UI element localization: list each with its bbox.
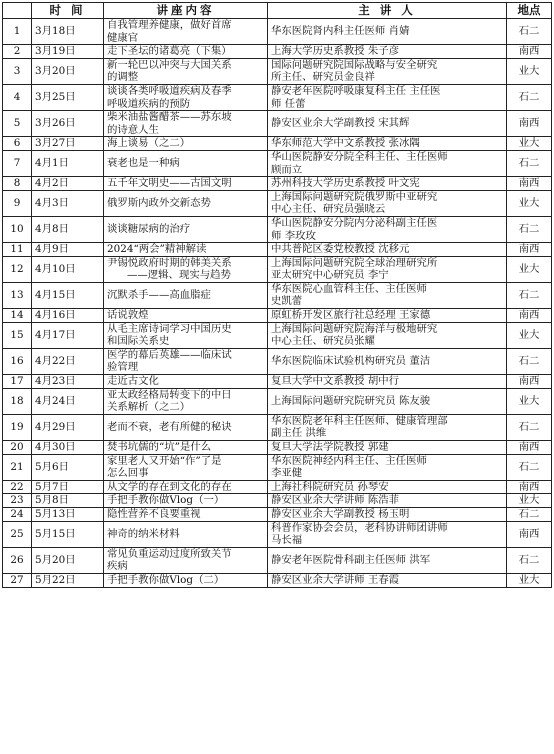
lecture-topic (104, 111, 268, 137)
lecture-place: 石二 (507, 150, 552, 176)
topic-line: 的调整 (107, 71, 139, 84)
row-number: 7 (3, 150, 32, 176)
topic-line: 柴米油盐酱醋茶——苏东坡 (107, 111, 232, 124)
lecture-place: 业大 (507, 322, 552, 348)
lecture-speaker (268, 507, 507, 521)
topic-line: 关系解析（之二） (107, 401, 191, 414)
speaker-line: 马长福 (271, 534, 303, 547)
table-row (3, 150, 552, 176)
speaker-line: 副主任 洪维 (271, 427, 327, 440)
topic-line: 医学的幕后英雄——临床试 (107, 348, 232, 361)
speaker-line: 华东医院心血管科主任、主任医师 (271, 282, 427, 295)
schedule-rows (3, 19, 552, 588)
topic-line: 隐性营养不良要重视 (107, 507, 201, 520)
lecture-place: 石二 (507, 282, 552, 308)
table-row (3, 547, 552, 573)
row-number: 10 (3, 216, 32, 242)
topic-line: 谈谈各类呼吸道疾病及春季 (107, 84, 232, 97)
speaker-line: 静安区业余大学副教授 宋其辉 (271, 117, 410, 130)
topic-line: 焚书坑儒的“坑”是什么 (107, 441, 212, 453)
lecture-date: 3月26日 (32, 111, 104, 137)
row-number: 8 (3, 177, 32, 191)
speaker-line: 科普作家协会会员，老科协讲师团讲师 (271, 521, 448, 534)
lecture-speaker (268, 282, 507, 308)
speaker-line: 静安区业余大学讲师 王春霞 (271, 573, 399, 586)
lecture-speaker (268, 441, 507, 455)
speaker-line: 静安区业余大学副教授 杨玉明 (271, 507, 410, 520)
topic-line: 呼吸道疾病的预防 (107, 97, 191, 110)
lecture-speaker (268, 375, 507, 389)
row-number: 19 (3, 414, 32, 440)
lecture-speaker (268, 111, 507, 137)
topic-line: 话说敦煌 (107, 309, 149, 322)
lecture-speaker (268, 45, 507, 59)
topic-line: 五千年文明史——古国文明 (107, 177, 232, 190)
topic-line: 谈谈糖尿病的治疗 (107, 223, 191, 236)
lecture-speaker (268, 19, 507, 45)
lecture-date: 5月13日 (32, 507, 104, 521)
row-number: 24 (3, 507, 32, 521)
lecture-date: 3月20日 (32, 58, 104, 84)
row-number: 21 (3, 454, 32, 480)
table-row (3, 256, 552, 282)
lecture-place: 石二 (507, 19, 552, 45)
topic-line: 从毛主席诗词学习中国历史 (107, 322, 232, 335)
table-header-row (3, 3, 552, 19)
speaker-line: 复旦大学中文系教授 胡中行 (271, 375, 399, 388)
lecture-topic (104, 282, 268, 308)
lecture-topic (104, 454, 268, 480)
speaker-line: 华东师范大学中文系教授 张冰隅 (271, 137, 420, 150)
table-row (3, 494, 552, 508)
lecture-topic (104, 441, 268, 455)
table-row (3, 480, 552, 494)
row-number: 15 (3, 322, 32, 348)
table-row (3, 309, 552, 323)
lecture-topic (104, 547, 268, 573)
row-number: 5 (3, 111, 32, 137)
speaker-line: 上海国际问题研究院全球治理研究所 (271, 256, 438, 269)
lecture-place: 业大 (507, 256, 552, 282)
row-number: 3 (3, 58, 32, 84)
topic-line: 2024“两会”精神解读 (107, 243, 207, 256)
topic-line: 验管理 (107, 361, 139, 374)
lecture-speaker (268, 573, 507, 587)
topic-line: 疾病 (107, 560, 128, 573)
table-row (3, 414, 552, 440)
speaker-line: 华东医院临床试验机构研究员 董洁 (271, 355, 431, 368)
speaker-line: 上海国际问题研究院海洋与极地研究 (271, 322, 438, 335)
lecture-place: 业大 (507, 388, 552, 414)
lecture-speaker (268, 521, 507, 547)
table-row (3, 19, 552, 45)
speaker-line: 上海社科院研究员 孙琴安 (271, 480, 389, 493)
lecture-topic (104, 348, 268, 374)
row-number: 11 (3, 243, 32, 257)
speaker-line: 复旦大学法学院教授 郭建 (271, 441, 389, 453)
lecture-date: 4月3日 (32, 190, 104, 216)
topic-line: 老而不衰，老有所健的秘诀 (107, 421, 232, 434)
speaker-line: 中心主任、研究员张耀 (271, 335, 375, 348)
row-number: 16 (3, 348, 32, 374)
lecture-date: 4月29日 (32, 414, 104, 440)
header-time: 时 间 (32, 3, 104, 19)
lecture-date: 4月9日 (32, 243, 104, 257)
speaker-line: 上海大学历史系教授 朱子彦 (271, 45, 399, 58)
row-number: 12 (3, 256, 32, 282)
table-row (3, 84, 552, 110)
speaker-line: 中共普陀区委党校教授 沈移元 (271, 243, 410, 256)
speaker-line: 华山医院静安分院全科主任、主任医师 (271, 150, 448, 163)
lecture-date: 3月25日 (32, 84, 104, 110)
speaker-line: 顾而立 (271, 163, 303, 176)
lecture-place: 南西 (507, 480, 552, 494)
lecture-topic (104, 375, 268, 389)
speaker-line: 华东医院肾内科主任医师 肖婧 (271, 25, 410, 38)
speaker-line: 师 任蕾 (271, 97, 306, 110)
lecture-place: 南西 (507, 521, 552, 547)
lecture-date: 5月22日 (32, 573, 104, 587)
speaker-line: 所主任、研究员金良祥 (271, 71, 375, 84)
topic-line: 俄罗斯内政外交新态势 (107, 197, 211, 210)
table-row (3, 243, 552, 257)
lecture-speaker (268, 388, 507, 414)
speaker-line: 华山医院静安分院内分泌科副主任医 (271, 216, 438, 229)
lecture-date: 4月23日 (32, 375, 104, 389)
lecture-topic (104, 480, 268, 494)
lecture-topic (104, 414, 268, 440)
topic-line: 沉默杀手——高血脂症 (107, 289, 211, 302)
lecture-date: 4月1日 (32, 150, 104, 176)
speaker-line: 苏州科技大学历史系教授 叶文宪 (271, 177, 420, 190)
speaker-line: 史凯蕾 (271, 295, 303, 308)
lecture-date: 5月8日 (32, 494, 104, 508)
row-number: 4 (3, 84, 32, 110)
lecture-topic (104, 216, 268, 242)
topic-line: 手把手教你做Vlog（二） (107, 573, 225, 586)
lecture-date: 5月20日 (32, 547, 104, 573)
table-row (3, 521, 552, 547)
speaker-line: 原虹桥开发区旅行社总经理 王家德 (271, 309, 431, 322)
topic-line: 家里老人又开始“作”了是 (107, 454, 222, 467)
header-place: 地点 (507, 3, 552, 19)
table-row (3, 348, 552, 374)
table-row (3, 216, 552, 242)
lecture-place: 南西 (507, 375, 552, 389)
lecture-date: 4月16日 (32, 309, 104, 323)
lecture-date: 4月8日 (32, 216, 104, 242)
topic-line: 健康官 (107, 31, 139, 44)
lecture-place: 南西 (507, 441, 552, 455)
lecture-place: 业大 (507, 58, 552, 84)
lecture-topic (104, 137, 268, 151)
topic-line: 的诗意人生 (107, 123, 159, 136)
table-row (3, 177, 552, 191)
lecture-place: 石二 (507, 507, 552, 521)
lecture-date: 3月19日 (32, 45, 104, 59)
row-number: 6 (3, 137, 32, 151)
lecture-schedule-table (2, 2, 552, 588)
header-speaker: 主 讲 人 (268, 3, 507, 19)
lecture-speaker (268, 480, 507, 494)
lecture-place: 南西 (507, 309, 552, 323)
topic-line: 手把手教你做Vlog（一） (107, 494, 225, 507)
topic-line: 新一轮巴以冲突与大国关系 (107, 58, 232, 71)
row-number: 2 (3, 45, 32, 59)
lecture-place: 业大 (507, 190, 552, 216)
topic-line: 亚太政经格局转变下的中日 (107, 388, 232, 401)
table-row (3, 375, 552, 389)
lecture-speaker (268, 190, 507, 216)
lecture-date: 5月6日 (32, 454, 104, 480)
lecture-speaker (268, 494, 507, 508)
lecture-date: 4月17日 (32, 322, 104, 348)
lecture-speaker (268, 256, 507, 282)
lecture-date: 4月10日 (32, 256, 104, 282)
lecture-topic (104, 84, 268, 110)
row-number: 18 (3, 388, 32, 414)
row-number: 17 (3, 375, 32, 389)
lecture-speaker (268, 150, 507, 176)
lecture-date: 3月27日 (32, 137, 104, 151)
lecture-speaker (268, 216, 507, 242)
lecture-speaker (268, 309, 507, 323)
table-row (3, 454, 552, 480)
speaker-line: 华东医院神经内科主任、主任医师 (271, 454, 427, 467)
lecture-speaker (268, 84, 507, 110)
lecture-speaker (268, 348, 507, 374)
topic-line: 衰老也是一种病 (107, 157, 180, 170)
lecture-place: 业大 (507, 573, 552, 587)
lecture-topic (104, 573, 268, 587)
lecture-speaker (268, 454, 507, 480)
speaker-line: 中心主任、研究员强晓云 (271, 203, 386, 216)
speaker-line: 静安区业余大学讲师 陈浩菲 (271, 494, 399, 507)
table-row (3, 573, 552, 587)
lecture-speaker (268, 414, 507, 440)
lecture-place: 南西 (507, 111, 552, 137)
speaker-line: 上海国际问题研究院研究员 陈友骏 (271, 394, 431, 407)
row-number: 27 (3, 573, 32, 587)
speaker-line: 师 李玫玫 (271, 229, 316, 242)
table-row (3, 190, 552, 216)
topic-line: 神奇的纳米材料 (107, 527, 180, 540)
table-row (3, 58, 552, 84)
lecture-topic (104, 322, 268, 348)
table-row (3, 45, 552, 59)
lecture-date: 4月30日 (32, 441, 104, 455)
lecture-place: 南西 (507, 177, 552, 191)
speaker-line: 上海国际问题研究院俄罗斯中亚研究 (271, 190, 438, 203)
table-row (3, 322, 552, 348)
lecture-date: 4月2日 (32, 177, 104, 191)
lecture-topic (104, 19, 268, 45)
lecture-speaker (268, 322, 507, 348)
lecture-date: 5月7日 (32, 480, 104, 494)
lecture-place: 石二 (507, 348, 552, 374)
lecture-topic (104, 58, 268, 84)
row-number: 9 (3, 190, 32, 216)
speaker-line: 亚太研究中心研究员 李宁 (271, 269, 389, 282)
topic-line: 海上谈易（之二） (107, 137, 191, 150)
lecture-place: 石二 (507, 414, 552, 440)
topic-line: 自我管理养健康，做好首席 (107, 19, 232, 31)
topic-line: ——逻辑、现实与趋势 (127, 269, 231, 282)
lecture-speaker (268, 547, 507, 573)
lecture-place: 业大 (507, 137, 552, 151)
lecture-place: 南西 (507, 45, 552, 59)
lecture-place: 石二 (507, 454, 552, 480)
lecture-place: 石二 (507, 547, 552, 573)
row-number: 25 (3, 521, 32, 547)
lecture-place: 业大 (507, 494, 552, 508)
table-row (3, 137, 552, 151)
row-number: 26 (3, 547, 32, 573)
lecture-speaker (268, 177, 507, 191)
topic-line: 从文学的存在到文化的存在 (107, 480, 232, 493)
table-row (3, 282, 552, 308)
lecture-speaker (268, 58, 507, 84)
lecture-speaker (268, 243, 507, 257)
lecture-topic (104, 494, 268, 508)
row-number: 23 (3, 494, 32, 508)
speaker-line: 李亚健 (271, 467, 303, 480)
lecture-topic (104, 507, 268, 521)
lecture-place: 石二 (507, 216, 552, 242)
lecture-speaker (268, 137, 507, 151)
lecture-topic (104, 190, 268, 216)
table-row (3, 441, 552, 455)
table-row (3, 507, 552, 521)
topic-line: 尹锡悦政府时期的韩美关系 (107, 256, 232, 269)
topic-line: 和国际关系史 (107, 335, 170, 348)
lecture-place: 石二 (507, 84, 552, 110)
speaker-line: 静安老年医院骨科副主任医师 洪军 (271, 554, 431, 567)
speaker-line: 静安老年医院呼吸康复科主任 主任医 (271, 84, 441, 97)
lecture-date: 4月24日 (32, 388, 104, 414)
topic-line: 怎么回事 (107, 467, 149, 480)
row-number: 13 (3, 282, 32, 308)
table-row (3, 111, 552, 137)
header-number (3, 3, 32, 19)
lecture-topic (104, 521, 268, 547)
lecture-topic (104, 150, 268, 176)
lecture-place: 南西 (507, 243, 552, 257)
lecture-topic (104, 309, 268, 323)
topic-line: 走近古文化 (107, 375, 159, 388)
topic-line: 走下圣坛的诸葛亮（下集） (107, 45, 232, 58)
row-number: 22 (3, 480, 32, 494)
header-topic: 讲座内容 (104, 3, 268, 19)
lecture-topic (104, 177, 268, 191)
speaker-line: 国际问题研究院国际战略与安全研究 (271, 58, 438, 71)
lecture-date: 3月18日 (32, 19, 104, 45)
lecture-topic (104, 256, 268, 282)
lecture-topic (104, 388, 268, 414)
speaker-line: 华东医院老年科主任医师、健康管理部 (271, 414, 448, 427)
lecture-date: 4月15日 (32, 282, 104, 308)
topic-line: 常见负重运动过度所致关节 (107, 547, 232, 560)
lecture-date: 5月15日 (32, 521, 104, 547)
row-number: 1 (3, 19, 32, 45)
lecture-topic (104, 243, 268, 257)
lecture-topic (104, 45, 268, 59)
lecture-date: 4月22日 (32, 348, 104, 374)
table-row (3, 388, 552, 414)
row-number: 14 (3, 309, 32, 323)
row-number: 20 (3, 441, 32, 455)
